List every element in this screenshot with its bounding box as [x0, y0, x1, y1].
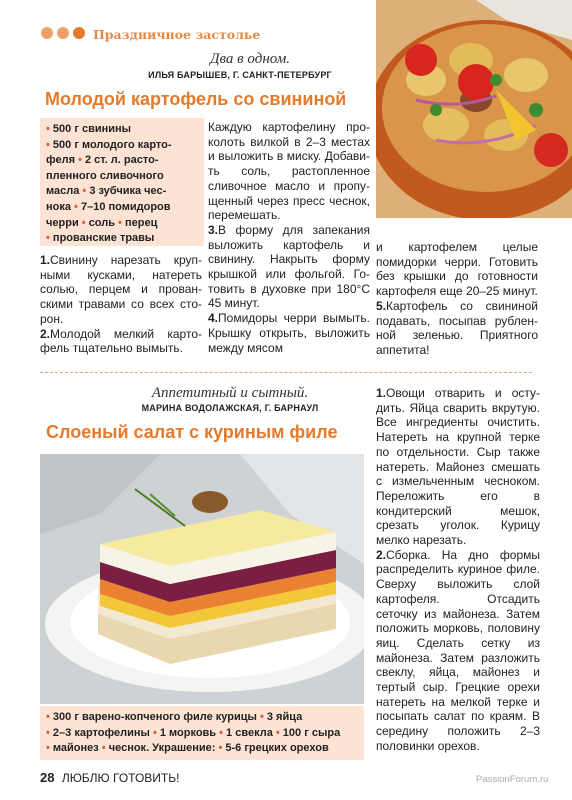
layered-salad-photo	[40, 454, 364, 704]
section-label: Праздничное застолье	[93, 27, 261, 42]
potato-pork-illustration	[376, 0, 572, 218]
recipe2-steps	[376, 386, 540, 754]
recipe1-title: Молодой картофель со свининой	[45, 89, 347, 109]
step: 5.Картофель со свининой подавать, посыпав рубленной зеленью. Приятного аппетита!	[376, 298, 538, 357]
ingredient-line: • 300 г варено-копченого филе курицы • 3 яйца	[46, 711, 303, 723]
recipe2-ingredients	[40, 706, 364, 760]
page-footer	[40, 770, 179, 785]
ingredient-line: • майонез • чеснок. Украшение: • 5-6 грецких орехов	[46, 742, 329, 755]
step: и картофелем целые помидорки черри. Готовить без крышки до готовности картофеля еще 20–25 минут.	[376, 240, 538, 299]
recipe1-steps-col2	[208, 120, 370, 355]
recipe2-title: Слоеный салат с куриным филе	[46, 422, 338, 442]
step: 2.Молодой мелкий картофель тщательно вымыть.	[40, 326, 202, 356]
layered-salad-illustration	[40, 454, 364, 704]
ingredient-line: нока • 7–10 помидоров	[46, 200, 171, 213]
ingredient-line: черри • соль • перец	[46, 216, 158, 229]
recipe1-steps-col1	[40, 253, 202, 356]
section-dots	[41, 27, 85, 39]
step: 4.Помидоры черри вымыть. Крышку открыть, выложить между мясом	[208, 311, 370, 355]
step: 3.В форму для запекания выложить картофель и свинину. Накрыть форму крышкой или фольгой. Готовить в духовке при 180°С 45 минут.	[208, 222, 370, 311]
section-dot	[57, 27, 69, 39]
step: 1.Свинину нарезать крупными кусками, натереть солью, перцем и прованскими травами со всех сторон.	[40, 253, 202, 326]
step: 2.Сборка. На дно формы распределить куриное филе. Сверху выложить слой картофеля. Отсадить сеточку из майонеза. Затем положить морковь, половину яиц. Сделать сетку из майонеза. Затем разложить свеклу, яйца, майонез и тертый сыр. Грецкие орехи натереть на мелкой терке и посыпать салат по краям. В середину положить 2–3 половинки орехов.	[376, 547, 540, 753]
ingredient-line: • 2–3 картофелины • 1 морковь • 1 свекла • 100 г сыра	[46, 726, 341, 739]
ingredient-line: • 500 г свинины	[46, 123, 132, 135]
recipe2-tagline: Аппетитный и сытный.	[151, 385, 309, 401]
ingredient-line: масла • 3 зубчика чес-	[46, 185, 167, 198]
ingredient-line: пленного сливочного	[46, 169, 164, 182]
step: Каждую картофелину проколоть вилкой в 2–3 местах и выложить в миску. Добавить соль, растопленное сливочное масло и пропущенный через пресс чеснок, перемешать.	[208, 120, 370, 223]
potato-pork-photo	[376, 0, 572, 218]
recipe1-ingredients	[40, 118, 204, 246]
ingredient-line: • 500 г молодого карто-	[46, 138, 172, 151]
recipe2-author: МАРИНА ВОДОЛАЖСКАЯ, Г. БАРНАУЛ	[141, 403, 319, 413]
page-number: 28	[40, 770, 55, 785]
step: 1.Овощи отварить и остудить. Яйца сварить вкрутую. Все ингредиенты очистить. Натереть на крупной терке по отдельности. Сыр также натереть. Майонез смешать с измельченным чесноком. Переложить его в кондитерский мешок, срезать уголок. Курицу мелко нарезать.	[376, 386, 540, 548]
ingredient-line: • прованские травы	[46, 232, 155, 245]
watermark: PassionForum.ru	[476, 774, 549, 785]
section-dot	[41, 27, 53, 39]
recipe1-tagline: Два в одном.	[209, 51, 291, 67]
ingredient-line: феля • 2 ст. л. расто-	[46, 154, 159, 167]
magazine-name: ЛЮБЛЮ ГОТОВИТЬ!	[61, 771, 180, 785]
recipe1-steps-col3	[376, 240, 538, 358]
section-dot	[73, 27, 85, 39]
recipe-divider	[40, 372, 532, 373]
recipe1-author: ИЛЬЯ БАРЫШЕВ, Г. САНКТ-ПЕТЕРБУРГ	[148, 70, 332, 80]
